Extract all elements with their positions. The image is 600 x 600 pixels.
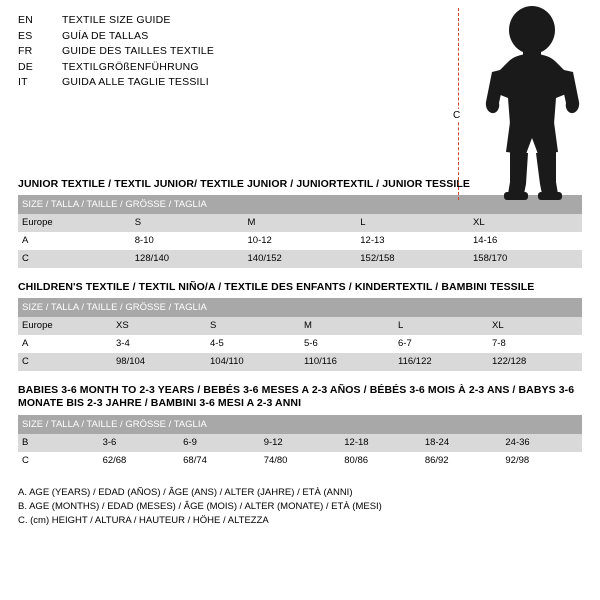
section-title: JUNIOR TEXTILE / TEXTIL JUNIOR/ TEXTILE JUNIOR / JUNIORTEXTIL / JUNIOR TESSILE (18, 177, 470, 190)
language-row (18, 61, 214, 77)
cell: 5-6 (300, 335, 394, 353)
row-label: C (18, 353, 112, 371)
language-code: ES (18, 29, 33, 42)
row-label: Europe (18, 214, 131, 232)
cell: 86/92 (421, 452, 502, 470)
cell: 128/140 (131, 250, 244, 268)
language-row (18, 45, 214, 61)
language-row (18, 30, 214, 46)
language-title: TEXTILE SIZE GUIDE (62, 14, 171, 26)
table-header-label: SIZE / TALLA / TAILLE / GRÖSSE / TAGLIA (18, 195, 582, 214)
cell: 8-10 (131, 232, 244, 250)
cell: XL (469, 214, 582, 232)
cell: 158/170 (469, 250, 582, 268)
cell: 68/74 (179, 452, 260, 470)
row-label: A (18, 335, 112, 353)
row-label: C (18, 250, 131, 268)
table-row (18, 335, 582, 353)
cell: 92/98 (501, 452, 582, 470)
babies-size-table (18, 415, 582, 470)
language-code: DE (18, 60, 33, 73)
section-children (18, 281, 582, 371)
legend-line-a: A. AGE (YEARS) / EDAD (AÑOS) / ÂGE (ANS) / ALTER (JAHRE) / ETÀ (ANNI) (18, 486, 353, 498)
row-label: Europe (18, 317, 112, 335)
legend-line-b: B. AGE (MONTHS) / EDAD (MESES) / ÂGE (MOIS) / ALTER (MONATE) / ETÀ (MESI) (18, 500, 382, 512)
cell: 104/110 (206, 353, 300, 371)
cell: 116/122 (394, 353, 488, 371)
language-title-table (18, 14, 214, 92)
language-title: GUIDE DES TAILLES TEXTILE (62, 45, 215, 57)
cell: 7-8 (488, 335, 582, 353)
legend-line-c: C. (cm) HEIGHT / ALTURA / HAUTEUR / HÖHE / ALTEZZA (18, 514, 269, 526)
language-title: TEXTILGRÖßENFÜHRUNG (62, 60, 199, 73)
row-label: B (18, 434, 99, 452)
cell: XL (488, 317, 582, 335)
cell: 3-6 (99, 434, 180, 452)
cell: M (244, 214, 357, 232)
cell: 74/80 (260, 452, 341, 470)
cell: 14-16 (469, 232, 582, 250)
cell: 152/158 (356, 250, 469, 268)
row-label: C (18, 452, 99, 470)
table-row (18, 353, 582, 371)
cell: L (394, 317, 488, 335)
row-label: A (18, 232, 131, 250)
table-row (18, 250, 582, 268)
section-babies (18, 384, 582, 470)
section-title: BABIES 3-6 MONTH TO 2-3 YEARS / BEBÉS 3-6 MESES A 2-3 AÑOS / BÉBÉS 3-6 MOIS À 2-3 ANS / BABYS 3-6 MONATE BIS 2-3 JAHRE / BAMBINI 3-6 MESI A 2-3 ANNI (18, 383, 575, 409)
table-row (18, 232, 582, 250)
cell: M (300, 317, 394, 335)
cell: 80/86 (340, 452, 421, 470)
section-title: CHILDREN'S TEXTILE / TEXTIL NIÑO/A / TEXTILE DES ENFANTS / KINDERTEXTIL / BAMBINI TESSILE (18, 280, 535, 293)
table-row (18, 214, 582, 232)
cell: 122/128 (488, 353, 582, 371)
table-header-label: SIZE / TALLA / TAILLE / GRÖSSE / TAGLIA (18, 298, 582, 317)
cell: 140/152 (244, 250, 357, 268)
language-title: GUIDA ALLE TAGLIE TESSILI (62, 76, 209, 88)
table-header-label: SIZE / TALLA / TAILLE / GRÖSSE / TAGLIA (18, 415, 582, 434)
cell: XS (112, 317, 206, 335)
cell: L (356, 214, 469, 232)
cell: 98/104 (112, 353, 206, 371)
language-code: FR (18, 45, 33, 57)
language-row (18, 14, 214, 30)
language-title: GUÍA DE TALLAS (62, 29, 149, 42)
language-code: IT (18, 76, 28, 88)
cell: 3-4 (112, 335, 206, 353)
cell: 110/116 (300, 353, 394, 371)
cell: 6-9 (179, 434, 260, 452)
cell: 62/68 (99, 452, 180, 470)
table-row (18, 434, 582, 452)
language-row (18, 76, 214, 92)
cell: 18-24 (421, 434, 502, 452)
cell: 12-18 (340, 434, 421, 452)
height-guide-line (458, 8, 459, 200)
cell: S (131, 214, 244, 232)
cell: 24-36 (501, 434, 582, 452)
cell: 9-12 (260, 434, 341, 452)
table-row (18, 317, 582, 335)
height-measure-label: C (453, 110, 461, 121)
table-header-row (18, 298, 582, 317)
legend (18, 486, 582, 528)
children-size-table (18, 298, 582, 371)
measurement-figure (440, 6, 590, 206)
language-code: EN (18, 14, 33, 26)
cell: 10-12 (244, 232, 357, 250)
cell: 6-7 (394, 335, 488, 353)
cell: 12-13 (356, 232, 469, 250)
child-silhouette-icon (480, 6, 590, 202)
cell: 4-5 (206, 335, 300, 353)
cell: S (206, 317, 300, 335)
table-row (18, 452, 582, 470)
table-header-row (18, 415, 582, 434)
